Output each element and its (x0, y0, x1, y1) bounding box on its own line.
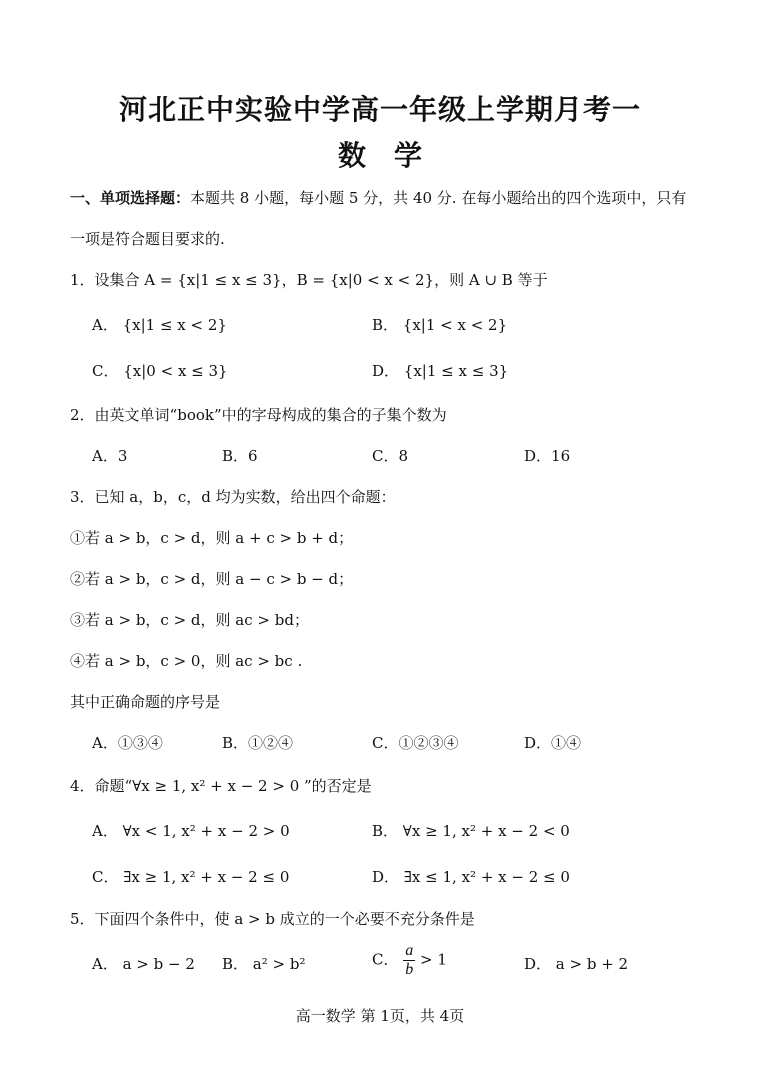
q1-stem: 1．设集合 A = {x|1 ≤ x ≤ 3}，B = {x|0 < x < 2}，则 A ∪ B 等于 (70, 271, 548, 289)
q4-option-b: B． ∀x ≥ 1, x² + x − 2 < 0 (372, 822, 570, 840)
q3-proposition-1: ①若 a > b，c > d，则 a + c > b + d； (70, 529, 354, 547)
q5-option-d: D． a > b + 2 (524, 955, 629, 973)
q3-stem: 3．已知 a，b，c，d 均为实数，给出四个命题： (70, 488, 396, 506)
section-instruction-2: 一项是符合题目要求的. (70, 230, 225, 248)
q2-option-a: A．3 (92, 447, 128, 465)
q5-option-c-inequality: > 1 (420, 950, 447, 969)
q3-proposition-4: ④若 a > b，c > 0，则 ac > bc . (70, 652, 303, 670)
q4-option-a: A． ∀x < 1, x² + x − 2 > 0 (92, 822, 290, 840)
q5-option-c-fraction (403, 942, 415, 979)
q1-option-a: A． {x|1 ≤ x < 2} (92, 316, 227, 334)
q3-question: 其中正确命题的序号是 (70, 693, 221, 711)
school-title: 河北正中实验中学高一年级上学期月考一 (118, 93, 641, 126)
q3-proposition-3: ③若 a > b，c > d，则 ac > bd； (70, 611, 309, 629)
q3-option-b: B．①②④ (222, 734, 294, 752)
q3-option-a: A．①③④ (92, 734, 163, 752)
q4-stem: 4．命题“∀x ≥ 1, x² + x − 2 > 0 ”的否定是 (70, 777, 372, 795)
q1-option-b: B． {x|1 < x < 2} (372, 316, 508, 334)
q1-option-c: C． {x|0 < x ≤ 3} (92, 362, 228, 380)
q5-option-c-numerator: a (405, 942, 414, 959)
q2-option-b: B．6 (222, 447, 258, 465)
q5-option-c-label: C． (372, 950, 399, 969)
q2-stem: 2．由英文单词“book”中的字母构成的集合的子集个数为 (70, 406, 447, 424)
q4-option-c: C． ∃x ≥ 1, x² + x − 2 ≤ 0 (92, 868, 290, 886)
q3-option-c: C．①②③④ (372, 734, 459, 752)
q5-stem: 5．下面四个条件中，使 a > b 成立的一个必要不充分条件是 (70, 910, 475, 928)
page-footer: 高一数学 第 1页，共 4页 (295, 1007, 465, 1025)
q5-option-c-denominator: b (405, 961, 414, 978)
section-instruction-1: 本题共 8 小题，每小题 5 分，共 40 分. 在每小题给出的四个选项中，只有 (190, 189, 687, 207)
q2-option-d: D．16 (524, 447, 571, 465)
section-heading: 一、单项选择题： (70, 189, 191, 207)
q3-proposition-2: ②若 a > b，c > d，则 a − c > b − d； (70, 570, 354, 588)
q3-option-d: D．①④ (524, 734, 582, 752)
q5-option-c (372, 942, 447, 979)
q1-option-d: D． {x|1 ≤ x ≤ 3} (372, 362, 509, 380)
q4-option-d: D． ∃x ≤ 1, x² + x − 2 ≤ 0 (372, 868, 570, 886)
q2-option-c: C．8 (372, 447, 409, 465)
q5-option-b: B． a² > b² (222, 955, 306, 973)
q5-option-a: A． a > b − 2 (92, 955, 195, 973)
section-heading-line (70, 187, 686, 208)
subject-title: 数学 (337, 139, 450, 172)
